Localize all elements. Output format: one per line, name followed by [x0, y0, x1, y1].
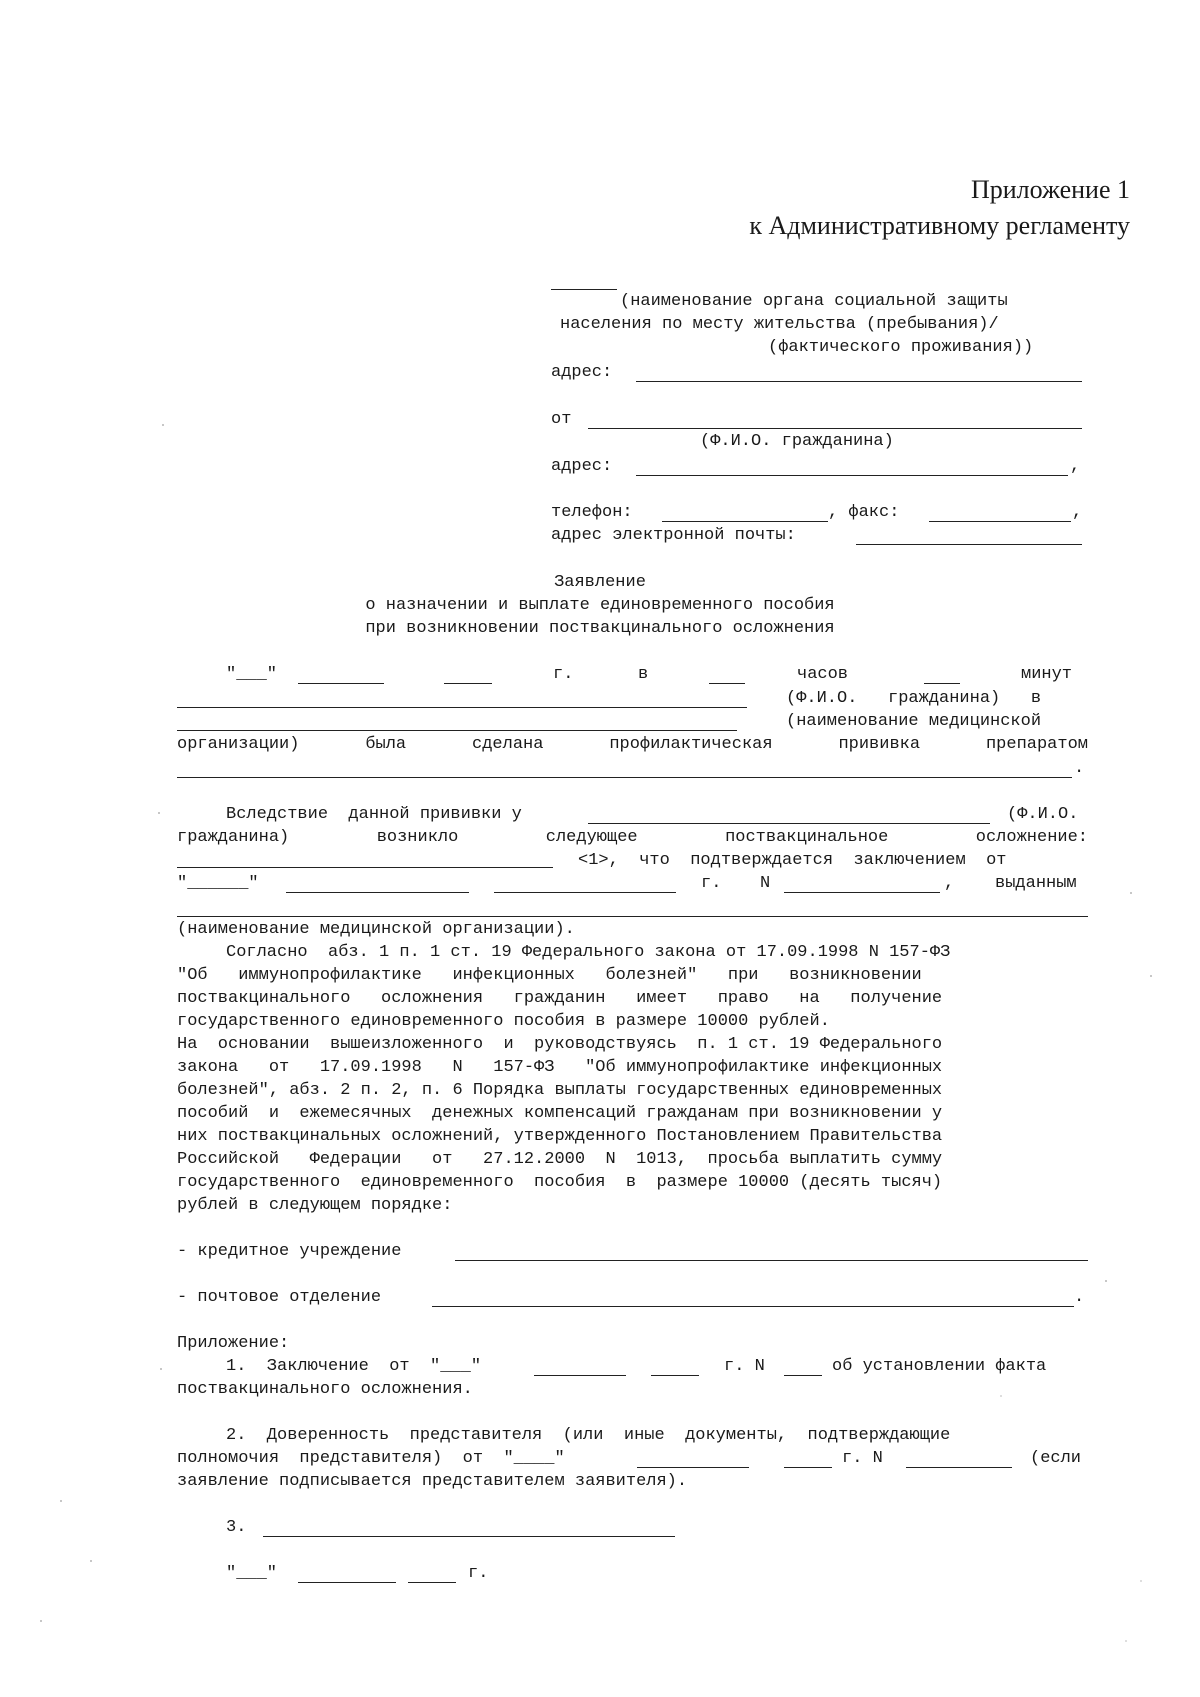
fax-line[interactable] [929, 521, 1071, 522]
document-title: Заявление [554, 573, 646, 592]
word: поствакцинальное [725, 828, 889, 847]
word: профилактическая [609, 735, 773, 754]
complication-line-2 [177, 826, 1088, 849]
complication-confirmation: <1>, что подтверждается заключением от [578, 851, 1007, 870]
conclusion-year-line[interactable] [494, 892, 676, 893]
signature-year-abbrev: г. [468, 1564, 489, 1583]
request-paragraph-line: Российской Федерации от 27.12.2000 N 1013, просьба выплатить сумму [177, 1150, 943, 1169]
vaccination-day[interactable]: "___" [226, 665, 278, 684]
scan-speck [40, 1620, 42, 1622]
medical-org-caption: (наименование медицинской [786, 712, 1042, 731]
applicant-address-label: адрес: [551, 457, 613, 476]
attachment-1-line-2: поствакцинального осложнения. [177, 1380, 473, 1399]
scan-speck [1000, 1395, 1002, 1397]
signature-year-line[interactable] [408, 1582, 456, 1583]
vaccine-name-line[interactable] [177, 777, 1072, 778]
vaccine-line-text [177, 733, 1088, 756]
word: гражданина) [177, 828, 290, 847]
scan-speck [60, 1500, 62, 1502]
complication-intro: Вследствие данной прививки у [226, 805, 522, 824]
word: прививка [838, 735, 921, 754]
conclusion-issued: , выданным [944, 874, 1077, 893]
word: осложнение: [975, 828, 1088, 847]
attachment-2-month-line[interactable] [637, 1467, 749, 1468]
appendix-reference: к Административному регламенту [749, 211, 1130, 240]
bank-label: - кредитное учреждение [177, 1242, 402, 1261]
hours-line[interactable] [709, 683, 745, 684]
document-title-subject-2: при возникновении поствакцинального осложнения [365, 619, 835, 638]
document-title-subject-1: о назначении и выплате единовременного пособия [365, 596, 835, 615]
attachment-1-start: 1. Заключение от "___" [226, 1357, 482, 1376]
vaccinated-fio-line[interactable] [177, 707, 747, 708]
complication-fio-caption: (Ф.И.О. [1007, 805, 1079, 824]
attachment-2-line-3: заявление подписывается представителем заявителя). [177, 1472, 688, 1491]
signature-month-line[interactable] [298, 1582, 396, 1583]
year-abbrev: г. [553, 665, 574, 684]
attachment-1-number-line[interactable] [784, 1375, 822, 1376]
attachment-2-year: г. N [842, 1449, 883, 1468]
attachment-2-if: (если [1030, 1449, 1082, 1468]
org-caption-2: населения по месту жительства (пребывания)/ [560, 315, 999, 334]
attachment-1-end: об установлении факта [832, 1357, 1047, 1376]
complication-fio-line[interactable] [588, 823, 990, 824]
org-caption-3: (фактического проживания)) [768, 338, 1034, 357]
post-office-label: - почтовое отделение [177, 1288, 382, 1307]
attachment-1-year-line[interactable] [651, 1375, 699, 1376]
attachment-2-line-1: 2. Доверенность представителя (или иные документы, подтверждающие [226, 1426, 951, 1445]
request-paragraph-line: них поствакцинальных осложнений, утвержденного Постановлением Правительства [177, 1127, 943, 1146]
signature-day[interactable]: "___" [226, 1564, 278, 1583]
minutes-label: минут [1021, 665, 1073, 684]
vaccine-end-dot: . [1074, 759, 1085, 778]
law-paragraph-line: поствакцинального осложнения гражданин имеет право на получение [177, 989, 943, 1008]
address-comma: , [1070, 457, 1081, 476]
scan-speck [1140, 1580, 1142, 1582]
applicant-fio-line[interactable] [588, 428, 1082, 429]
conclusion-org-line[interactable] [177, 916, 1088, 917]
attachment-2-number-line[interactable] [906, 1467, 1012, 1468]
scan-speck [1105, 1280, 1107, 1282]
word: следующее [545, 828, 638, 847]
bank-line[interactable] [455, 1260, 1088, 1261]
request-paragraph-line: рублей в следующем порядке: [177, 1196, 453, 1215]
request-paragraph-line: пособий и ежемесячных денежных компенсаций гражданам при возникновении у [177, 1104, 943, 1123]
medical-org-line[interactable] [177, 730, 737, 731]
request-paragraph-line: закона от 17.09.1998 N 157-ФЗ "Об иммунопрофилактике инфекционных [177, 1058, 943, 1077]
from-label: от [551, 410, 572, 429]
complication-type-line[interactable] [177, 867, 553, 868]
fio-caption: (Ф.И.О. гражданина) [700, 432, 894, 451]
email-label: адрес электронной почты: [551, 526, 796, 545]
scan-speck [90, 1560, 92, 1562]
conclusion-day[interactable]: "______" [177, 874, 259, 893]
scan-speck [158, 812, 160, 814]
scan-speck [160, 1368, 162, 1370]
scan-speck [1130, 892, 1132, 894]
conclusion-number-line[interactable] [784, 892, 940, 893]
in-word: в [638, 665, 649, 684]
attachment-1-month-line[interactable] [534, 1375, 626, 1376]
hours-label: часов [797, 665, 849, 684]
fax-comma: , [1072, 503, 1083, 522]
scan-speck [1150, 975, 1152, 977]
attachment-2-year-line[interactable] [784, 1467, 832, 1468]
attachment-3-number: 3. [226, 1518, 247, 1537]
conclusion-month-line[interactable] [286, 892, 469, 893]
post-end-dot: . [1074, 1288, 1085, 1307]
conclusion-org-caption: (наименование медицинской организации). [177, 920, 575, 939]
law-paragraph-line: государственного единовременного пособия в размере 10000 рублей. [177, 1012, 830, 1031]
minutes-line[interactable] [924, 683, 960, 684]
attachment-2-line-2a: полномочия представителя) от "____" [177, 1449, 565, 1468]
conclusion-year-abbrev: г. [701, 874, 722, 893]
org-caption-1: (наименование органа социальной защиты [620, 292, 1008, 311]
appendix-number: Приложение 1 [970, 175, 1130, 204]
law-paragraph-line: Согласно абз. 1 п. 1 ст. 19 Федерального закона от 17.09.1998 N 157-ФЗ [226, 943, 951, 962]
attachment-3-line[interactable] [263, 1536, 675, 1537]
org-address-line[interactable] [636, 381, 1082, 382]
post-office-line[interactable] [432, 1306, 1074, 1307]
attachments-heading: Приложение: [177, 1334, 290, 1353]
request-paragraph-line: болезней", абз. 2 п. 2, п. 6 Порядка выплаты государственных единовременных [177, 1081, 943, 1100]
law-paragraph-line: "Об иммунопрофилактике инфекционных болезней" при возникновении [177, 966, 922, 985]
scan-speck [1125, 1640, 1127, 1642]
vaccination-year-line[interactable] [444, 683, 492, 684]
request-paragraph-line: На основании вышеизложенного и руководствуясь п. 1 ст. 19 Федерального [177, 1035, 943, 1054]
word: сделана [472, 735, 544, 754]
scan-speck [162, 424, 164, 426]
applicant-address-line[interactable] [636, 475, 1068, 476]
request-paragraph-line: государственного единовременного пособия в размере 10000 (десять тысяч) [177, 1173, 943, 1192]
vaccination-month-line[interactable] [298, 683, 384, 684]
word: препаратом [985, 735, 1088, 754]
email-line[interactable] [856, 544, 1082, 545]
fax-label: , факс: [828, 503, 900, 522]
phone-label: телефон: [551, 503, 633, 522]
fio-caption-inline: (Ф.И.О. гражданина) в [786, 689, 1042, 708]
address-label: адрес: [551, 363, 613, 382]
conclusion-number-sign: N [760, 874, 771, 893]
org-name-line[interactable] [551, 289, 617, 290]
phone-line[interactable] [662, 521, 828, 522]
attachment-1-year: г. N [724, 1357, 765, 1376]
word: возникло [376, 828, 459, 847]
word: организации) [177, 735, 300, 754]
word: была [365, 735, 407, 754]
